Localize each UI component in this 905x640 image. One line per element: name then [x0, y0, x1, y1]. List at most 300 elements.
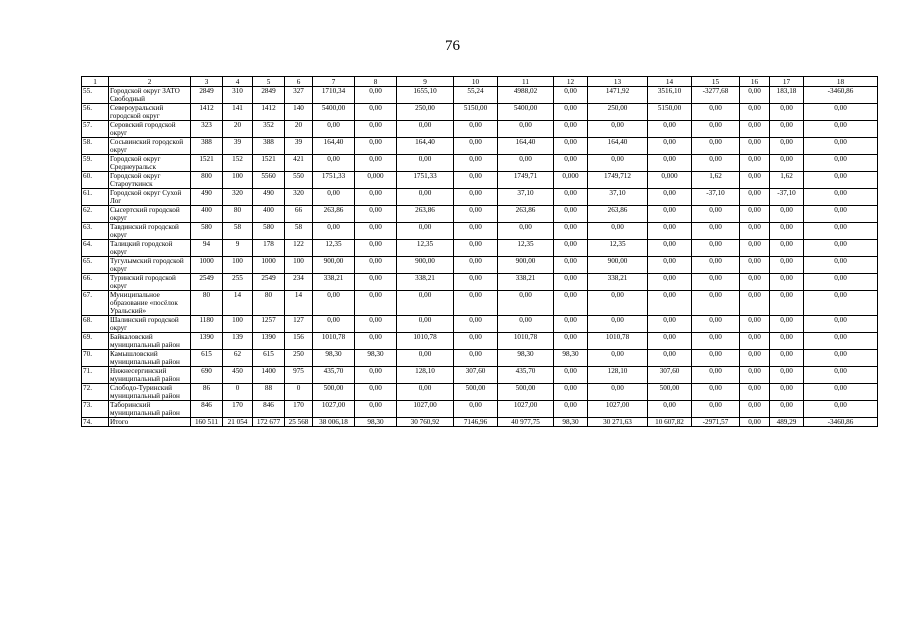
table-cell: 1027,00: [313, 401, 355, 418]
header-row: [82, 77, 878, 87]
table-cell: 500,00: [648, 384, 692, 401]
table-cell: 0,00: [804, 206, 878, 223]
table-cell: 0,00: [355, 401, 397, 418]
table-cell: 0,00: [554, 189, 588, 206]
table-cell: 1027,00: [498, 401, 554, 418]
table-cell: 62: [223, 350, 253, 367]
table-cell: 1390: [191, 333, 223, 350]
table-cell: 0,00: [397, 223, 454, 240]
table-cell: 490: [191, 189, 223, 206]
row-number: 58.: [82, 138, 109, 155]
column-header: 10: [454, 77, 498, 87]
table-cell: 0,00: [355, 223, 397, 240]
table-cell: 1412: [253, 104, 285, 121]
table-cell: 0,00: [740, 333, 770, 350]
table-cell: 0,00: [313, 121, 355, 138]
municipality-name: Туринский городской округ: [109, 274, 191, 291]
table-cell: 0,00: [740, 316, 770, 333]
table-cell: 0,00: [355, 87, 397, 104]
table-cell: 0,00: [588, 316, 648, 333]
table-cell: 250,00: [588, 104, 648, 121]
table-cell: 1027,00: [588, 401, 648, 418]
table-row: [82, 121, 878, 138]
table-cell: 400: [253, 206, 285, 223]
table-cell: 170: [285, 401, 313, 418]
table-cell: 0,00: [770, 367, 804, 384]
table-cell: -2971,57: [692, 418, 740, 427]
table-cell: 900,00: [498, 257, 554, 274]
table-cell: 0,00: [588, 384, 648, 401]
table-cell: 0,00: [648, 240, 692, 257]
row-number: 60.: [82, 172, 109, 189]
table-cell: 0,00: [648, 138, 692, 155]
table-cell: 2549: [253, 274, 285, 291]
table-cell: 0,00: [554, 240, 588, 257]
municipality-name: Талицкий городской округ: [109, 240, 191, 257]
table-cell: 1010,78: [588, 333, 648, 350]
table-row: [82, 172, 878, 189]
table-cell: 0,00: [648, 206, 692, 223]
table-cell: 0,00: [648, 155, 692, 172]
table-cell: 0,00: [554, 333, 588, 350]
table-cell: 0,00: [648, 257, 692, 274]
table-cell: 140: [285, 104, 313, 121]
municipality-name: Тавдинский городской округ: [109, 223, 191, 240]
table-cell: 139: [223, 333, 253, 350]
table-cell: 30 760,92: [397, 418, 454, 427]
table-cell: 0,00: [740, 189, 770, 206]
row-number: 71.: [82, 367, 109, 384]
table-cell: 320: [285, 189, 313, 206]
table-cell: 0,00: [692, 206, 740, 223]
table-cell: 20: [285, 121, 313, 138]
row-number: 66.: [82, 274, 109, 291]
table-cell: 234: [285, 274, 313, 291]
table-cell: 0,00: [692, 316, 740, 333]
table-cell: 0,00: [804, 104, 878, 121]
table-cell: 14: [223, 291, 253, 316]
table-row: [82, 418, 878, 427]
municipality-name: Итого: [109, 418, 191, 427]
table-cell: 0,00: [588, 155, 648, 172]
table-cell: 88: [253, 384, 285, 401]
row-number: 67.: [82, 291, 109, 316]
table-cell: 0,00: [804, 274, 878, 291]
municipality-name: Городской округ Сухой Лог: [109, 189, 191, 206]
table-cell: 0,00: [770, 350, 804, 367]
table-cell: 338,21: [498, 274, 554, 291]
column-header: 4: [223, 77, 253, 87]
table-cell: 0,00: [740, 206, 770, 223]
table-cell: 0,00: [554, 121, 588, 138]
municipality-name: Камышловский муниципальный район: [109, 350, 191, 367]
table-row: [82, 333, 878, 350]
table-cell: 0,00: [355, 206, 397, 223]
table-cell: 0,00: [740, 138, 770, 155]
municipality-name: Тугулымский городской округ: [109, 257, 191, 274]
table-row: [82, 291, 878, 316]
table-cell: 0,00: [454, 257, 498, 274]
table-row: [82, 104, 878, 121]
table-cell: 1010,78: [397, 333, 454, 350]
table-cell: 0,00: [397, 155, 454, 172]
table-cell: 0,00: [454, 206, 498, 223]
table-cell: 580: [253, 223, 285, 240]
table-cell: 388: [191, 138, 223, 155]
column-header: 6: [285, 77, 313, 87]
table-cell: 338,21: [397, 274, 454, 291]
table-cell: 0,00: [692, 223, 740, 240]
table-cell: 0,00: [397, 291, 454, 316]
table-cell: 0,00: [804, 155, 878, 172]
table-row: [82, 206, 878, 223]
table-cell: 20: [223, 121, 253, 138]
table-cell: 338,21: [588, 274, 648, 291]
table-cell: 263,86: [397, 206, 454, 223]
table-cell: 0,00: [554, 155, 588, 172]
table-cell: 0,00: [692, 240, 740, 257]
table-cell: 0,00: [355, 104, 397, 121]
table-cell: 0,00: [554, 367, 588, 384]
table-cell: 12,35: [588, 240, 648, 257]
table-cell: 0,00: [454, 401, 498, 418]
municipality-name: Шалинский городской округ: [109, 316, 191, 333]
table-cell: 100: [223, 257, 253, 274]
table-cell: 0,00: [804, 401, 878, 418]
table-cell: 320: [223, 189, 253, 206]
table-cell: 0,00: [770, 316, 804, 333]
table-cell: 98,30: [313, 350, 355, 367]
table-row: [82, 240, 878, 257]
table-cell: 0,00: [740, 121, 770, 138]
column-header: 2: [109, 77, 191, 87]
row-number: 65.: [82, 257, 109, 274]
table-cell: 1,62: [770, 172, 804, 189]
municipality-name: Городской округ Среднеуральск: [109, 155, 191, 172]
table-cell: 0,00: [770, 223, 804, 240]
table-cell: 0,00: [588, 350, 648, 367]
table-cell: 178: [253, 240, 285, 257]
table-cell: 0,00: [313, 316, 355, 333]
table-cell: 39: [285, 138, 313, 155]
table-cell: 98,30: [554, 350, 588, 367]
municipality-name: Муниципальное образование «посёлок Уральский»: [109, 291, 191, 316]
table-cell: 500,00: [313, 384, 355, 401]
table-cell: 0,00: [692, 367, 740, 384]
table-cell: 490: [253, 189, 285, 206]
table-cell: 58: [285, 223, 313, 240]
municipality-name: Сысертский городской округ: [109, 206, 191, 223]
table-cell: 0,00: [770, 121, 804, 138]
row-number: 62.: [82, 206, 109, 223]
table-cell: 0,00: [770, 401, 804, 418]
table-cell: 0,000: [554, 172, 588, 189]
table-cell: 0,00: [554, 104, 588, 121]
municipality-name: Байкаловский муниципальный район: [109, 333, 191, 350]
table-cell: 164,40: [588, 138, 648, 155]
table-cell: 128,10: [588, 367, 648, 384]
table-cell: 0,00: [498, 223, 554, 240]
table-cell: 55,24: [454, 87, 498, 104]
table-cell: 98,30: [355, 350, 397, 367]
table-cell: 183,18: [770, 87, 804, 104]
table-cell: 250,00: [397, 104, 454, 121]
column-header: 13: [588, 77, 648, 87]
municipality-name: Городской округ Староуткинск: [109, 172, 191, 189]
table-cell: 0,00: [498, 316, 554, 333]
table-cell: 0,00: [648, 274, 692, 291]
table-cell: -3460,86: [804, 418, 878, 427]
row-number: 63.: [82, 223, 109, 240]
table-cell: 0,00: [397, 189, 454, 206]
table-cell: 0,00: [397, 121, 454, 138]
table-cell: 0,00: [454, 189, 498, 206]
table-cell: 21 054: [223, 418, 253, 427]
column-header: 17: [770, 77, 804, 87]
table-cell: 307,60: [454, 367, 498, 384]
table-cell: 0,00: [588, 121, 648, 138]
table-cell: 0,00: [692, 291, 740, 316]
table-cell: 0,00: [692, 121, 740, 138]
table-cell: 0,00: [804, 121, 878, 138]
table-cell: 1521: [253, 155, 285, 172]
table-cell: 5400,00: [313, 104, 355, 121]
table-cell: 0,00: [740, 223, 770, 240]
table-cell: 0,00: [770, 240, 804, 257]
table-cell: 1390: [253, 333, 285, 350]
table-cell: 12,35: [397, 240, 454, 257]
table-cell: 2849: [253, 87, 285, 104]
table-cell: 0,00: [454, 316, 498, 333]
table-cell: 1749,71: [498, 172, 554, 189]
table-cell: 0,00: [692, 257, 740, 274]
table-cell: 0,00: [355, 316, 397, 333]
table-cell: 1000: [253, 257, 285, 274]
row-number: 61.: [82, 189, 109, 206]
table-cell: 0,00: [804, 189, 878, 206]
table-cell: 2549: [191, 274, 223, 291]
table-cell: 250: [285, 350, 313, 367]
table-cell: 86: [191, 384, 223, 401]
table-cell: 0,00: [770, 291, 804, 316]
table-cell: 0,00: [740, 172, 770, 189]
table-cell: 10 607,82: [648, 418, 692, 427]
table-cell: 0,00: [554, 87, 588, 104]
table-cell: 0,00: [770, 206, 804, 223]
table-cell: 0,00: [554, 401, 588, 418]
table-cell: 0,00: [397, 350, 454, 367]
table-cell: 0,00: [770, 155, 804, 172]
table-cell: 0,00: [355, 274, 397, 291]
table-cell: 0,00: [355, 367, 397, 384]
table-cell: 0,00: [454, 350, 498, 367]
table-cell: 338,21: [313, 274, 355, 291]
table-cell: 100: [223, 316, 253, 333]
table-cell: 0,00: [692, 104, 740, 121]
table-cell: 0,00: [588, 291, 648, 316]
table-cell: 900,00: [397, 257, 454, 274]
table-cell: 0,00: [454, 223, 498, 240]
table-cell: -3460,86: [804, 87, 878, 104]
table-cell: 0,00: [740, 367, 770, 384]
row-number: 70.: [82, 350, 109, 367]
table-cell: 0,00: [804, 257, 878, 274]
column-header: 7: [313, 77, 355, 87]
table-cell: 0,00: [740, 350, 770, 367]
table-cell: 1521: [191, 155, 223, 172]
table-cell: 39: [223, 138, 253, 155]
table-cell: 0,00: [692, 333, 740, 350]
table-cell: 0,00: [740, 418, 770, 427]
table-cell: 0,00: [804, 172, 878, 189]
table-cell: 0,00: [804, 316, 878, 333]
table-cell: 388: [253, 138, 285, 155]
table-row: [82, 274, 878, 291]
column-header: 16: [740, 77, 770, 87]
table-row: [82, 138, 878, 155]
table-cell: 0,00: [648, 350, 692, 367]
table-cell: 900,00: [313, 257, 355, 274]
table-cell: 12,35: [313, 240, 355, 257]
table-cell: 0,00: [554, 316, 588, 333]
table-cell: 0,00: [554, 223, 588, 240]
table-cell: 263,86: [313, 206, 355, 223]
table-cell: 100: [223, 172, 253, 189]
table-row: [82, 384, 878, 401]
table-cell: 98,30: [498, 350, 554, 367]
table-row: [82, 367, 878, 384]
table-cell: 164,40: [313, 138, 355, 155]
table-cell: 80: [223, 206, 253, 223]
table-cell: 0,00: [554, 257, 588, 274]
table-cell: 160 511: [191, 418, 223, 427]
table-cell: 580: [191, 223, 223, 240]
table-cell: 25 568: [285, 418, 313, 427]
table-cell: 0,00: [804, 138, 878, 155]
table-cell: 5150,00: [648, 104, 692, 121]
table-cell: 0,00: [692, 401, 740, 418]
table-cell: -3277,68: [692, 87, 740, 104]
table-cell: 0,00: [692, 274, 740, 291]
table-cell: 0,00: [454, 240, 498, 257]
table-cell: 0: [223, 384, 253, 401]
table-cell: 122: [285, 240, 313, 257]
table-cell: 1749,712: [588, 172, 648, 189]
table-cell: 1010,78: [313, 333, 355, 350]
table-cell: 0,00: [804, 367, 878, 384]
table-cell: 66: [285, 206, 313, 223]
table-cell: 323: [191, 121, 223, 138]
table-cell: 352: [253, 121, 285, 138]
table-cell: 0,00: [692, 138, 740, 155]
table-cell: 0,00: [554, 274, 588, 291]
table-row: [82, 257, 878, 274]
table-cell: 0,00: [804, 240, 878, 257]
table-cell: 80: [253, 291, 285, 316]
table-cell: 0,00: [648, 316, 692, 333]
table-row: [82, 223, 878, 240]
table-cell: 0,00: [648, 401, 692, 418]
column-header: 5: [253, 77, 285, 87]
municipality-name: Слободо-Туринский муниципальный район: [109, 384, 191, 401]
table-cell: 0,00: [740, 384, 770, 401]
table-cell: 0,00: [554, 384, 588, 401]
column-header: 1: [82, 77, 109, 87]
table-cell: 0,000: [355, 172, 397, 189]
table-cell: 0,00: [804, 333, 878, 350]
table-cell: 975: [285, 367, 313, 384]
table-cell: 0,00: [770, 257, 804, 274]
table-cell: 1751,33: [313, 172, 355, 189]
table-cell: 690: [191, 367, 223, 384]
table-cell: 0,00: [740, 104, 770, 121]
table-cell: 550: [285, 172, 313, 189]
table-cell: 800: [191, 172, 223, 189]
table-cell: 40 977,75: [498, 418, 554, 427]
table-cell: 38 006,18: [313, 418, 355, 427]
row-number: 68.: [82, 316, 109, 333]
table-cell: 0,00: [648, 333, 692, 350]
column-header: 11: [498, 77, 554, 87]
municipality-name: Североуральский городской округ: [109, 104, 191, 121]
table-cell: 156: [285, 333, 313, 350]
table-cell: 489,29: [770, 418, 804, 427]
table-cell: 0,00: [740, 291, 770, 316]
table-cell: 5150,00: [454, 104, 498, 121]
table-cell: 1412: [191, 104, 223, 121]
column-header: 9: [397, 77, 454, 87]
table-cell: 307,60: [648, 367, 692, 384]
table-cell: 7146,96: [454, 418, 498, 427]
table-cell: 0,00: [454, 172, 498, 189]
row-number: 74.: [82, 418, 109, 427]
table-cell: 0,00: [740, 257, 770, 274]
table-cell: 1710,34: [313, 87, 355, 104]
row-number: 57.: [82, 121, 109, 138]
table-cell: 435,70: [498, 367, 554, 384]
table-cell: 0,00: [554, 291, 588, 316]
table-cell: 0,00: [355, 189, 397, 206]
table-cell: 0,00: [770, 104, 804, 121]
table-cell: 0,00: [454, 138, 498, 155]
table-cell: 500,00: [454, 384, 498, 401]
table-cell: 1751,33: [397, 172, 454, 189]
table-cell: 0,00: [454, 155, 498, 172]
table-cell: 0,00: [740, 155, 770, 172]
table-row: [82, 316, 878, 333]
page-number: 76: [445, 38, 460, 54]
table-cell: 164,40: [498, 138, 554, 155]
table-cell: 0,00: [648, 189, 692, 206]
table-cell: 12,35: [498, 240, 554, 257]
row-number: 69.: [82, 333, 109, 350]
table-cell: 846: [253, 401, 285, 418]
table-cell: 0,00: [397, 316, 454, 333]
table-cell: 4988,02: [498, 87, 554, 104]
table-cell: 5400,00: [498, 104, 554, 121]
table-cell: 0,00: [313, 223, 355, 240]
table-cell: 435,70: [313, 367, 355, 384]
table-cell: 0,00: [740, 274, 770, 291]
table-cell: 172 677: [253, 418, 285, 427]
table-cell: 37,10: [588, 189, 648, 206]
table-cell: 0,00: [397, 384, 454, 401]
column-header: 12: [554, 77, 588, 87]
table-cell: 0,000: [648, 172, 692, 189]
table-cell: 0,00: [498, 291, 554, 316]
table-cell: 1400: [253, 367, 285, 384]
column-header: 3: [191, 77, 223, 87]
